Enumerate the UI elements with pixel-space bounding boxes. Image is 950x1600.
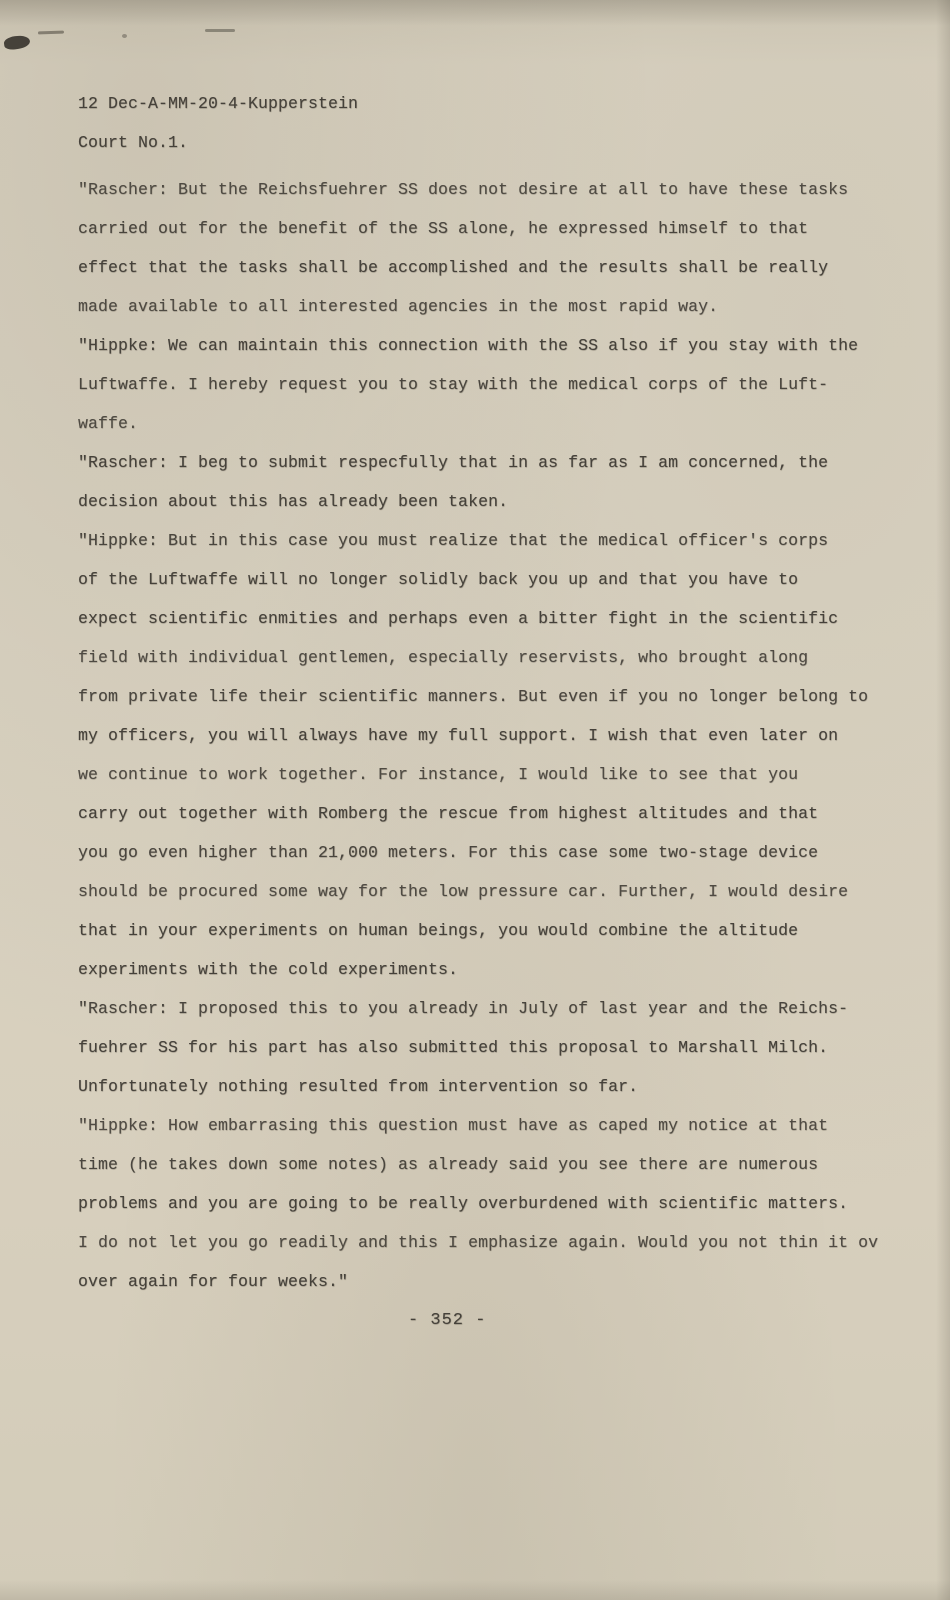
transcript-line: over again for four weeks." [78, 1272, 349, 1291]
transcript-line: "Hippke: How embarrasing this question must have as caped my notice at that [78, 1116, 829, 1135]
scan-edge-bottom [0, 1580, 950, 1600]
transcript-line: field with individual gentlemen, especially reservists, who brought along [78, 648, 809, 667]
transcript-line: Unfortunately nothing resulted from intervention so far. [78, 1077, 639, 1096]
transcript-line: "Rascher: I proposed this to you already in July of last year and the Reichs- [78, 999, 849, 1018]
scan-edge-top [0, 0, 950, 26]
transcript-line: "Rascher: I beg to submit respecfully that in as far as I am concerned, the [78, 453, 829, 472]
scan-mark-speck [122, 34, 127, 38]
transcript-line: we continue to work together. For instance, I would like to see that you [78, 765, 799, 784]
scan-edge-right [936, 0, 950, 1600]
transcript-line: carried out for the benefit of the SS alone, he expressed himself to that [78, 219, 809, 238]
scan-mark-corner-blob [3, 34, 31, 50]
transcript-line: you go even higher than 21,000 meters. For this case some two-stage device [78, 843, 819, 862]
court-number-line: Court No.1. [78, 133, 189, 152]
transcript-line: should be procured some way for the low pressure car. Further, I would desire [78, 882, 849, 901]
transcript-line: carry out together with Romberg the rescue from highest altitudes and that [78, 804, 819, 823]
transcript-line: from private life their scientific manners. But even if you no longer belong to [78, 687, 869, 706]
document-docket-line: 12 Dec-A-MM-20-4-Kupperstein [78, 94, 359, 113]
transcript-line: time (he takes down some notes) as already said you see there are numerous [78, 1155, 819, 1174]
transcript-line: Luftwaffe. I hereby request you to stay with the medical corps of the Luft- [78, 375, 829, 394]
scan-mark-dash [205, 29, 235, 32]
transcript-line: I do not let you go readily and this I emphasize again. Would you not thin it ov [78, 1233, 879, 1252]
transcript-line: made available to all interested agencies in the most rapid way. [78, 297, 719, 316]
transcript-line: waffe. [78, 414, 139, 433]
transcript-line: "Hippke: But in this case you must realize that the medical officer's corps [78, 531, 829, 550]
transcript-line: of the Luftwaffe will no longer solidly back you up and that you have to [78, 570, 799, 589]
transcript-line: effect that the tasks shall be accomplished and the results shall be really [78, 258, 829, 277]
page-number: - 352 - [408, 1311, 487, 1330]
transcript-line: problems and you are going to be really overburdened with scientific matters. [78, 1194, 849, 1213]
transcript-line: decision about this has already been taken. [78, 492, 509, 511]
transcript-text [78, 84, 890, 1340]
transcript-line: that in your experiments on human beings, you would combine the altitude [78, 921, 799, 940]
transcript-line: "Hippke: We can maintain this connection with the SS also if you stay with the [78, 336, 859, 355]
scan-mark-dash [38, 31, 64, 35]
transcript-line: expect scientific enmities and perhaps even a bitter fight in the scientific [78, 609, 839, 628]
transcript-line: experiments with the cold experiments. [78, 960, 459, 979]
transcript-line: "Rascher: But the Reichsfuehrer SS does not desire at all to have these tasks [78, 180, 849, 199]
transcript-line: fuehrer SS for his part has also submitted this proposal to Marshall Milch. [78, 1038, 829, 1057]
transcript-line: my officers, you will always have my full support. I wish that even later on [78, 726, 839, 745]
